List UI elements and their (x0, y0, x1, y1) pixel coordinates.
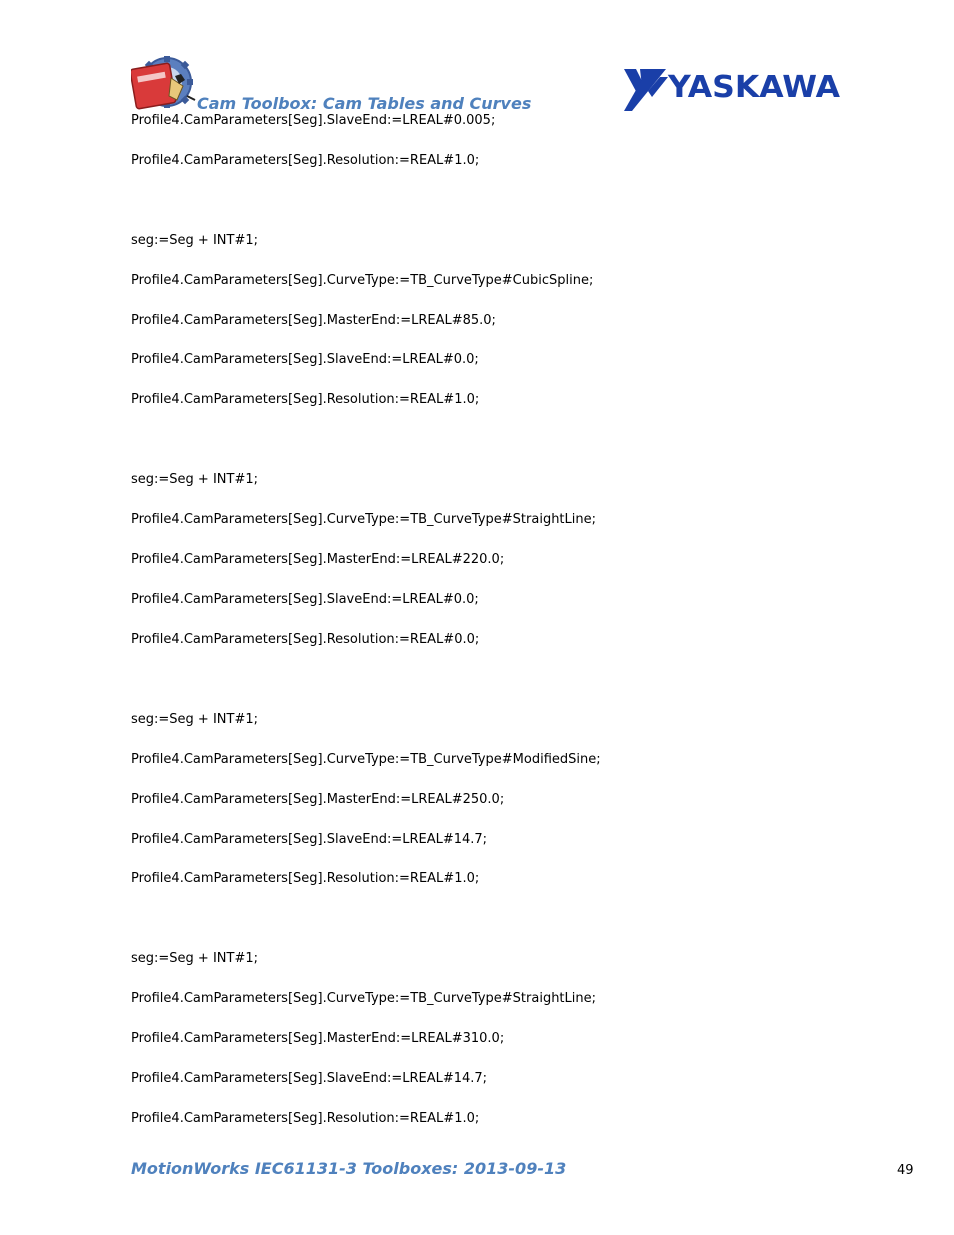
code-line: seg:=Seg + INT#1; (131, 712, 258, 727)
code-line: Profile4.CamParameters[Seg].Resolution:=REAL#1.0; (131, 153, 480, 168)
yaskawa-wordmark: YASKAWA (666, 70, 841, 105)
code-line: Profile4.CamParameters[Seg].CurveType:=TB_CurveType#StraightLine; (131, 512, 596, 527)
footer-title: MotionWorks IEC61131-3 Toolboxes: 2013-09-13 (131, 1159, 567, 1178)
header-title: Cam Toolbox: Cam Tables and Curves (197, 94, 532, 113)
code-line: Profile4.CamParameters[Seg].Resolution:=REAL#0.0; (131, 632, 480, 647)
code-line: Profile4.CamParameters[Seg].SlaveEnd:=LREAL#0.0; (131, 592, 479, 607)
code-line: seg:=Seg + INT#1; (131, 951, 258, 966)
code-line: Profile4.CamParameters[Seg].CurveType:=TB_CurveType#CubicSpline; (131, 273, 594, 288)
code-line: Profile4.CamParameters[Seg].Resolution:=REAL#1.0; (131, 871, 480, 886)
yaskawa-logo (622, 67, 844, 111)
yaskawa-mark-icon (624, 69, 668, 111)
page-number: 49 (897, 1163, 914, 1178)
code-line: Profile4.CamParameters[Seg].SlaveEnd:=LREAL#0.0; (131, 352, 479, 367)
code-line: seg:=Seg + INT#1; (131, 472, 258, 487)
code-line: Profile4.CamParameters[Seg].MasterEnd:=LREAL#250.0; (131, 792, 505, 807)
code-line: Profile4.CamParameters[Seg].CurveType:=TB_CurveType#StraightLine; (131, 991, 596, 1006)
code-line: Profile4.CamParameters[Seg].MasterEnd:=LREAL#85.0; (131, 313, 496, 328)
code-line: Profile4.CamParameters[Seg].MasterEnd:=LREAL#220.0; (131, 552, 505, 567)
code-line: seg:=Seg + INT#1; (131, 233, 258, 248)
code-line: Profile4.CamParameters[Seg].SlaveEnd:=LREAL#14.7; (131, 832, 488, 847)
code-line: Profile4.CamParameters[Seg].Resolution:=REAL#1.0; (131, 1111, 480, 1126)
code-line: Profile4.CamParameters[Seg].Resolution:=REAL#1.0; (131, 392, 480, 407)
code-line: Profile4.CamParameters[Seg].SlaveEnd:=LREAL#0.005; (131, 113, 496, 128)
code-line: Profile4.CamParameters[Seg].CurveType:=TB_CurveType#ModifiedSine; (131, 752, 601, 767)
toolbox-logo-icon (131, 56, 197, 110)
code-line: Profile4.CamParameters[Seg].MasterEnd:=LREAL#310.0; (131, 1031, 505, 1046)
code-line: Profile4.CamParameters[Seg].SlaveEnd:=LREAL#14.7; (131, 1071, 488, 1086)
